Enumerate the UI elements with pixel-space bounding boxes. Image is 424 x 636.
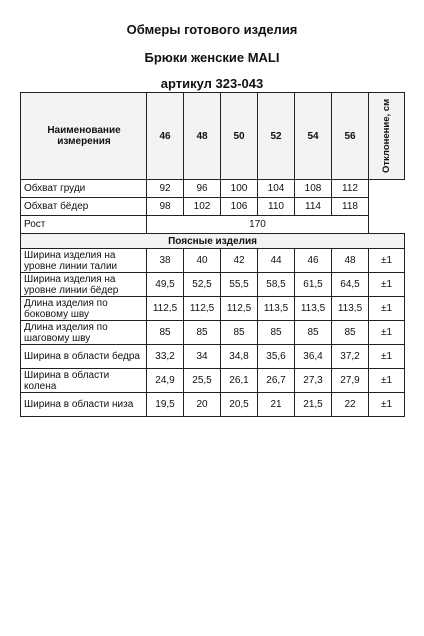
cell-value: 100 (221, 180, 258, 198)
deviation-value: ±1 (369, 369, 405, 393)
size-header: 50 (221, 93, 258, 180)
cell-value: 48 (332, 249, 369, 273)
table-row (21, 249, 405, 273)
article-number: артикул 323-043 (160, 76, 264, 91)
deviation-value: ±1 (369, 297, 405, 321)
table-row (21, 198, 405, 216)
cell-value: 37,2 (332, 345, 369, 369)
size-header: 48 (184, 93, 221, 180)
deviation-value: ±1 (369, 321, 405, 345)
cell-value: 112,5 (184, 297, 221, 321)
deviation-value: ±1 (369, 273, 405, 297)
measurements-table (20, 92, 405, 417)
table-row (21, 321, 405, 345)
cell-value: 106 (221, 198, 258, 216)
table-row (21, 273, 405, 297)
height-row (21, 216, 405, 234)
cell-value: 38 (147, 249, 184, 273)
cell-value: 19,5 (147, 393, 184, 417)
section-row (21, 234, 405, 249)
height-value: 170 (147, 216, 369, 234)
deviation-value: ±1 (369, 393, 405, 417)
row-name: Длина изделия по боковому шву (21, 297, 147, 321)
cell-value: 92 (147, 180, 184, 198)
size-header: 46 (147, 93, 184, 180)
size-header: 56 (332, 93, 369, 180)
cell-value: 34,8 (221, 345, 258, 369)
cell-value: 20,5 (221, 393, 258, 417)
cell-value: 112,5 (221, 297, 258, 321)
header-row (21, 93, 405, 180)
cell-value: 27,9 (332, 369, 369, 393)
cell-value: 44 (258, 249, 295, 273)
cell-value: 35,6 (258, 345, 295, 369)
row-name: Рост (21, 216, 147, 234)
table-row (21, 297, 405, 321)
row-name: Обхват груди (21, 180, 147, 198)
deviation-value: ±1 (369, 345, 405, 369)
row-name: Ширина в области низа (21, 393, 147, 417)
cell-value: 96 (184, 180, 221, 198)
cell-value: 113,5 (258, 297, 295, 321)
table-row (21, 345, 405, 369)
cell-value: 52,5 (184, 273, 221, 297)
row-name: Ширина в области колена (21, 369, 147, 393)
cell-value: 61,5 (295, 273, 332, 297)
cell-value: 64,5 (332, 273, 369, 297)
row-name: Ширина изделия на уровне линии бёдер (21, 273, 147, 297)
cell-value: 85 (332, 321, 369, 345)
deviation-header (369, 93, 405, 180)
row-name: Длина изделия по шаговому шву (21, 321, 147, 345)
cell-value: 22 (332, 393, 369, 417)
name-column-header: Наименование измерения (21, 93, 147, 180)
cell-value: 114 (295, 198, 332, 216)
cell-value: 98 (147, 198, 184, 216)
deviation-header-label: Отклонение, см (380, 98, 392, 174)
row-name: Обхват бёдер (21, 198, 147, 216)
cell-value: 40 (184, 249, 221, 273)
cell-value: 85 (295, 321, 332, 345)
cell-value: 85 (221, 321, 258, 345)
product-name: Брюки женские MALI (144, 50, 280, 65)
cell-value: 85 (258, 321, 295, 345)
section-title: Поясные изделия (21, 234, 405, 249)
cell-value: 85 (147, 321, 184, 345)
cell-value: 42 (221, 249, 258, 273)
cell-value: 20 (184, 393, 221, 417)
cell-value: 21,5 (295, 393, 332, 417)
cell-value: 113,5 (332, 297, 369, 321)
cell-value: 108 (295, 180, 332, 198)
table-body (21, 180, 405, 417)
cell-value: 26,1 (221, 369, 258, 393)
size-header: 52 (258, 93, 295, 180)
cell-value: 21 (258, 393, 295, 417)
cell-value: 24,9 (147, 369, 184, 393)
cell-value: 113,5 (295, 297, 332, 321)
cell-value: 112 (332, 180, 369, 198)
deviation-value: ±1 (369, 249, 405, 273)
table-row (21, 180, 405, 198)
cell-value: 34 (184, 345, 221, 369)
size-header: 54 (295, 93, 332, 180)
cell-value: 102 (184, 198, 221, 216)
cell-value: 36,4 (295, 345, 332, 369)
cell-value: 104 (258, 180, 295, 198)
cell-value: 55,5 (221, 273, 258, 297)
cell-value: 26,7 (258, 369, 295, 393)
cell-value: 85 (184, 321, 221, 345)
cell-value: 33,2 (147, 345, 184, 369)
cell-value: 58,5 (258, 273, 295, 297)
row-name: Ширина в области бедра (21, 345, 147, 369)
cell-value: 112,5 (147, 297, 184, 321)
cell-value: 118 (332, 198, 369, 216)
cell-value: 49,5 (147, 273, 184, 297)
row-name: Ширина изделия на уровне линии талии (21, 249, 147, 273)
table-row (21, 393, 405, 417)
cell-value: 27,3 (295, 369, 332, 393)
cell-value: 25,5 (184, 369, 221, 393)
table-row (21, 369, 405, 393)
cell-value: 46 (295, 249, 332, 273)
page-title: Обмеры готового изделия (126, 22, 298, 37)
cell-value: 110 (258, 198, 295, 216)
